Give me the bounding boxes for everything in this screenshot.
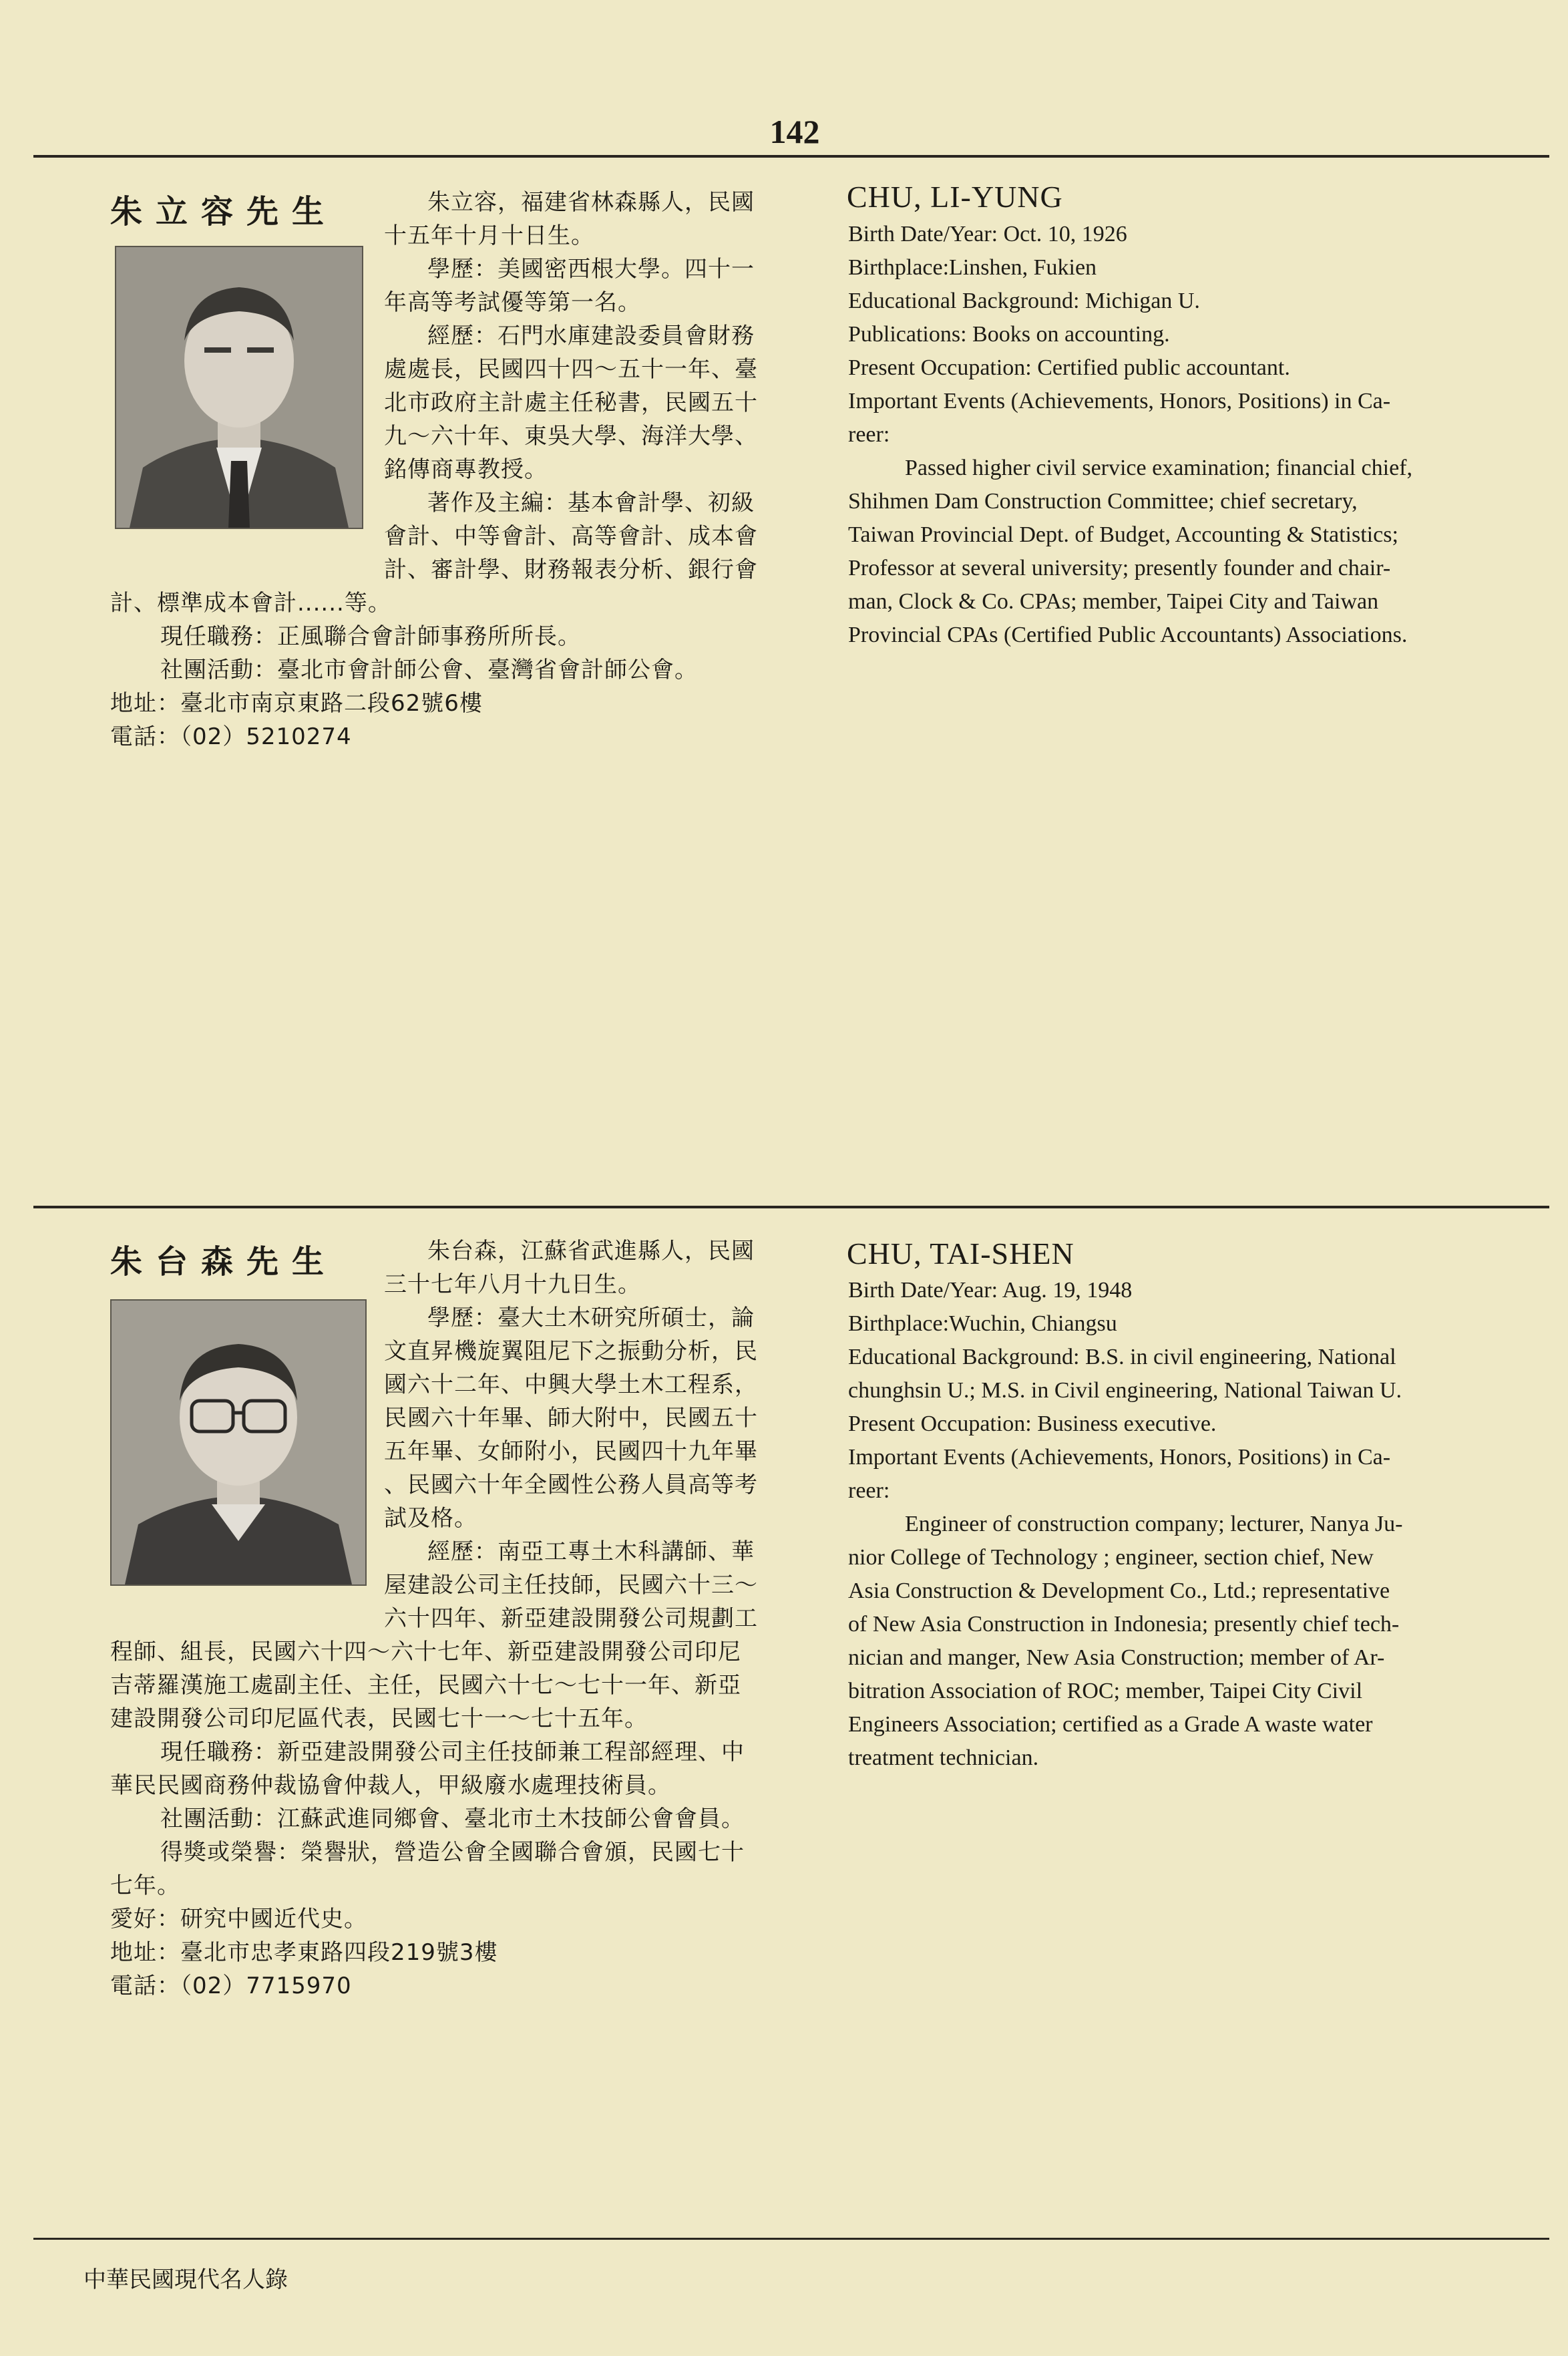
en-line: Asia Construction & Development Co., Ltd.; representative <box>848 1578 1390 1603</box>
zh-line: 吉蒂羅漢施工處副主任、主任，民國六十七～七十一年、新亞 <box>110 1672 741 1699</box>
zh-line: 會計、中等會計、高等會計、成本會 <box>384 523 758 550</box>
zh-line: 計、審計學、財務報表分析、銀行會 <box>384 556 758 583</box>
en-line: Important Events (Achievements, Honors, Positions) in Ca- <box>848 389 1391 413</box>
page-number: 142 <box>769 113 820 150</box>
entry-name-zh: 朱台森先生 <box>110 1243 338 1281</box>
en-line: Birthplace:Wuchin, Chiangsu <box>848 1311 1117 1336</box>
address: 地址：臺北市忠孝東路四段219號3樓 <box>110 1939 498 1966</box>
portrait-photo <box>110 1299 367 1586</box>
en-line: Birth Date/Year: Aug. 19, 1948 <box>848 1278 1133 1303</box>
zh-line: 試及格。 <box>384 1505 477 1532</box>
zh-line: 社團活動：江蘇武進同鄉會、臺北市土木技師公會會員。 <box>160 1806 745 1832</box>
zh-line: 七年。 <box>110 1872 180 1899</box>
zh-line: 得獎或榮譽：榮譽狀，營造公會全國聯合會頒，民國七十 <box>160 1839 745 1866</box>
zh-line: 文直昇機旋翼阻尼下之振動分析，民 <box>384 1338 758 1365</box>
header-rule <box>33 155 1549 158</box>
en-line: Present Occupation: Business executive. <box>848 1411 1217 1436</box>
en-line: Birth Date/Year: Oct. 10, 1926 <box>848 222 1127 246</box>
en-line: reer: <box>848 422 890 447</box>
zh-line: 學歷：臺大土木研究所碩士，論 <box>427 1305 755 1331</box>
zh-line: 計、標準成本會計......等。 <box>110 590 391 617</box>
zh-line: 程師、組長，民國六十四～六十七年、新亞建設開發公司印尼 <box>110 1639 741 1665</box>
en-line: man, Clock & Co. CPAs; member, Taipei City and Taiwan <box>848 589 1379 614</box>
entry-divider <box>33 1206 1549 1208</box>
zh-line: 十五年十月十日生。 <box>384 222 594 249</box>
entry-name-en: CHU, LI-YUNG <box>847 180 1063 214</box>
en-line: nior College of Technology ; engineer, section chief, New <box>848 1545 1374 1570</box>
entry-name-zh: 朱立容先生 <box>110 193 338 230</box>
zh-line: 現任職務：新亞建設開發公司主任技師兼工程部經理、中 <box>160 1739 745 1765</box>
en-line: of New Asia Construction in Indonesia; presently chief tech- <box>848 1612 1400 1637</box>
address: 地址：臺北市南京東路二段62號6樓 <box>110 690 483 717</box>
zh-line: 華民民國商務仲裁協會仲裁人，甲級廢水處理技術員。 <box>110 1772 671 1799</box>
zh-line: 社團活動：臺北市會計師公會、臺灣省會計師公會。 <box>160 657 698 683</box>
en-line: Educational Background: B.S. in civil engineering, National <box>848 1345 1396 1369</box>
zh-line: 著作及主編：基本會計學、初級 <box>427 490 755 516</box>
hobby: 愛好：研究中國近代史。 <box>110 1906 367 1932</box>
zh-line: 經歷：石門水庫建設委員會財務 <box>427 323 755 349</box>
en-line: Shihmen Dam Construction Committee; chief secretary, <box>848 489 1358 514</box>
en-line: Professor at several university; presently founder and chair- <box>848 556 1391 580</box>
en-line: bitration Association of ROC; member, Taipei City Civil <box>848 1679 1363 1703</box>
portrait-illustration <box>112 1301 365 1584</box>
en-line: reer: <box>848 1478 890 1503</box>
zh-line: 民國六十年畢、師大附中，民國五十 <box>384 1405 758 1432</box>
zh-line: 屋建設公司主任技師，民國六十三～ <box>384 1572 758 1598</box>
en-line: Engineer of construction company; lecturer, Nanya Ju- <box>905 1512 1403 1536</box>
zh-line: 北市政府主計處主任秘書，民國五十 <box>384 389 758 416</box>
zh-line: 九～六十年、東吳大學、海洋大學、 <box>384 423 758 450</box>
zh-line: 朱立容，福建省林森縣人，民國 <box>427 189 755 216</box>
zh-line: 、民國六十年全國性公務人員高等考 <box>384 1472 758 1498</box>
zh-line: 國六十二年、中興大學土木工程系， <box>384 1371 758 1398</box>
zh-line: 建設開發公司印尼區代表，民國七十一～七十五年。 <box>110 1705 648 1732</box>
phone: 電話：（02）5210274 <box>110 723 352 750</box>
en-line: Publications: Books on accounting. <box>848 322 1170 347</box>
zh-line: 六十四年、新亞建設開發公司規劃工 <box>384 1605 758 1632</box>
en-line: Engineers Association; certified as a Grade A waste water <box>848 1712 1373 1737</box>
en-line: chunghsin U.; M.S. in Civil engineering, National Taiwan U. <box>848 1378 1402 1403</box>
zh-line: 經歷：南亞工專土木科講師、華 <box>427 1538 755 1565</box>
book-title-footer: 中華民國現代名人錄 <box>83 2266 288 2293</box>
zh-line: 朱台森，江蘇省武進縣人，民國 <box>427 1238 755 1265</box>
zh-line: 處處長，民國四十四～五十一年、臺 <box>384 356 758 383</box>
en-line: Birthplace:Linshen, Fukien <box>848 255 1097 280</box>
en-line: Educational Background: Michigan U. <box>848 289 1200 313</box>
en-line: Important Events (Achievements, Honors, Positions) in Ca- <box>848 1445 1391 1470</box>
entry-name-en: CHU, TAI-SHEN <box>847 1236 1074 1271</box>
phone: 電話：（02）7715970 <box>110 1973 352 1999</box>
en-line: Provincial CPAs (Certified Public Accountants) Associations. <box>848 623 1408 647</box>
zh-line: 學歷：美國密西根大學。四十一 <box>427 256 755 283</box>
en-line: Passed higher civil service examination; financial chief, <box>905 456 1413 480</box>
en-line: treatment technician. <box>848 1745 1039 1770</box>
portrait-illustration <box>116 247 362 528</box>
zh-line: 年高等考試優等第一名。 <box>384 289 641 316</box>
en-line: Taiwan Provincial Dept. of Budget, Accounting & Statistics; <box>848 522 1398 547</box>
footer-rule <box>33 2238 1549 2240</box>
zh-line: 三十七年八月十九日生。 <box>384 1271 641 1298</box>
zh-line: 五年畢、女師附小，民國四十九年畢 <box>384 1438 758 1465</box>
portrait-photo <box>115 246 363 529</box>
en-line: nician and manger, New Asia Construction; member of Ar- <box>848 1645 1385 1670</box>
en-line: Present Occupation: Certified public accountant. <box>848 355 1290 380</box>
zh-line: 銘傳商專教授。 <box>384 456 548 483</box>
zh-line: 現任職務：正風聯合會計師事務所所長。 <box>160 623 581 650</box>
